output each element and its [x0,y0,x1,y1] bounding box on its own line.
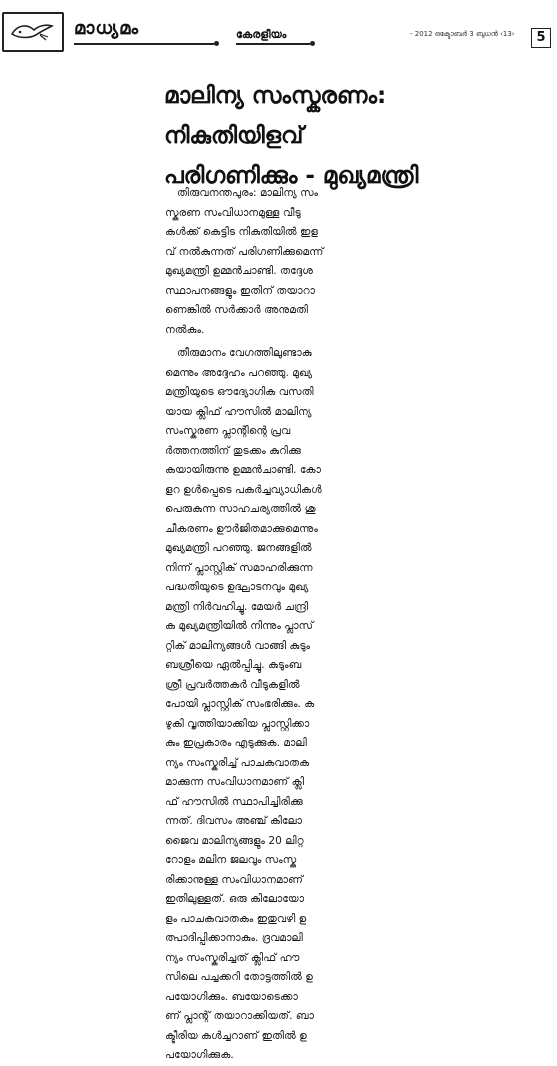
article-line: കയായിരുന്നു ഉമ്മൻചാണ്ടി. കോ [165,464,321,476]
article-line: ണെങ്കിൽ സർക്കാർ അനുമതി [165,304,308,316]
headline-line: മാലിന്യ സംസ്കരണം: [164,83,387,109]
article-line: വ് നൽകുന്നത് പരിഗണിക്കുമെന്ന് [165,245,324,258]
article-line: തിരുവനന്തപുരം: മാലിന്യ സം [177,187,319,199]
article-line: മന്ത്രി നിർവഹിച്ചു. മേയർ ചന്ദ്രി [165,600,309,613]
article-line: റ്റിക് മാലിന്യങ്ങൾ വാങ്ങി കുടും [165,639,311,652]
article-line: സ്ഥാപനങ്ങളും ഇതിന് തയാറാ [165,284,316,297]
article-line: ളറ ഉൾപ്പെടെ പകർച്ചവ്യാധികൾ [165,483,322,496]
article-line: ന്നത്. ദിവസം അഞ്ച് കിലോ [165,815,302,827]
article-line: പോയി പ്ലാസ്റ്റിക് സംഭരിക്കും. ക [165,698,315,710]
article-line: ഇതിലുള്ളത്. ഒരു കിലോയോ [165,893,305,905]
masthead-dot [310,41,315,46]
article-line: പെരുകുന്ന സാഹചര്യത്തിൽ ശു [165,503,316,515]
article-headline [164,76,419,196]
masthead-rule-left [74,43,214,45]
article-line: കും ഇപ്രകാരം എടുക്കുക. മാലി [165,737,307,749]
article-line: ന്യം സംസ്കരിച്ചത് ക്ലിഫ് ഹൗ [165,951,300,964]
article-line: മുഖ്യമന്ത്രി പറഞ്ഞു. ജനങ്ങളിൽ [165,542,312,554]
article-line: ഴുകി വൃത്തിയാക്കിയ പ്ലാസ്റ്റിക്കാ [165,717,310,730]
article-paragraph [165,344,387,1066]
publication-name: മാധ്യമം [74,18,140,39]
masthead-rule-mid [236,43,310,45]
article-line: ക്ടീരിയ കൾച്ചറാണ് ഇതിൽ ഉ [165,1029,307,1042]
publication-logo [2,12,64,52]
article-line: സംസ്കരണ പ്ലാന്റിന്റെ പ്രവ [165,425,291,437]
article-line: പയോഗിക്കും. ബയോടെക്കാ [165,990,298,1003]
article-line: ത്പാദിപ്പിക്കാനാകും. ദ്രവമാലി [165,932,303,944]
article-line: രിക്കാനുള്ള സംവിധാനമാണ് [165,873,303,886]
headline-line: പരിഗണിക്കും - മുഖ്യമന്ത്രി [164,163,419,189]
article-line: നൽകും. [165,323,205,336]
publication-date: - 2012 ഒക്ടോബർ 3 ബുധൻ ‹13› [410,30,515,38]
article-line: തീരുമാനം വേഗത്തിലുണ്ടാകു [177,347,312,359]
article-line: ക മുഖ്യമന്ത്രിയിൽ നിന്നും പ്ലാസ് [165,620,314,632]
article-line: യായ ക്ലിഫ് ഹൗസിൽ മാലിന്യ [165,405,312,418]
masthead-dot [214,41,219,46]
article-line: ർത്തനത്തിന് തുടക്കം കുറിക്കു [165,444,301,457]
article-line: ജൈവ മാലിന്യങ്ങളും 20 ലിറ്റ [165,834,304,847]
article-line: സിലെ പച്ചക്കറി തോട്ടത്തിൽ ഉ [165,971,313,983]
page-number: 5 [531,28,551,48]
masthead [0,0,557,50]
article-line: ശ്രീ പ്രവർത്തകർ വീടുകളിൽ [165,678,300,691]
article-paragraph [165,184,387,340]
article-line: മാക്കുന്ന സംവിധാനമാണ് ക്ലി [165,776,305,788]
article-line: ഫ് ഹൗസിൽ സ്ഥാപിച്ചിരിക്കു [165,795,303,808]
article-line: ചീകരണം ഊർജിതമാക്കുമെന്നും [165,522,318,535]
bird-logo-icon [10,20,54,42]
article-line: മുഖ്യമന്ത്രി ഉമ്മൻചാണ്ടി. തദ്ദേശ [165,265,313,277]
article-line: ണ് പ്ലാന്റ് തയാറാക്കിയത്. ബാ [165,1010,314,1022]
article-body [165,184,387,1066]
section-name: കേരളീയം [236,28,287,41]
article-line: മന്ത്രിയുടെ ഔദ്യോഗിക വസതി [165,386,314,398]
article-line: പയോഗിക്കുക. [165,1049,234,1061]
article-line: കൾക്ക് കെട്ടിട നികുതിയിൽ ഇള [165,226,318,238]
article-line: ബശ്രീയെ ഏൽപ്പിച്ചു. കുടുംബ [165,659,302,671]
article-line: നിന്ന് പ്ലാസ്റ്റിക് സമാഹരിക്കുന്ന [165,561,313,574]
article-line: മെന്നും അദ്ദേഹം പറഞ്ഞു. മുഖ്യ [165,366,313,379]
article-line: പദ്ധതിയുടെ ഉദ്ഘാടനവും മുഖ്യ [165,581,309,593]
article-line: റോളം മലിന ജലവും സംസ്ക [165,854,297,866]
article-line: ളം പാചകവാതകം ഇതുവഴി ഉ [165,912,307,925]
article-line: സ്കരണ സംവിധാനമുള്ള വീടു [165,206,301,219]
headline-line: നികുതിയിളവ് [164,123,304,149]
article-line: ന്യം സംസ്കരിച്ച് പാചകവാതക [165,756,310,769]
